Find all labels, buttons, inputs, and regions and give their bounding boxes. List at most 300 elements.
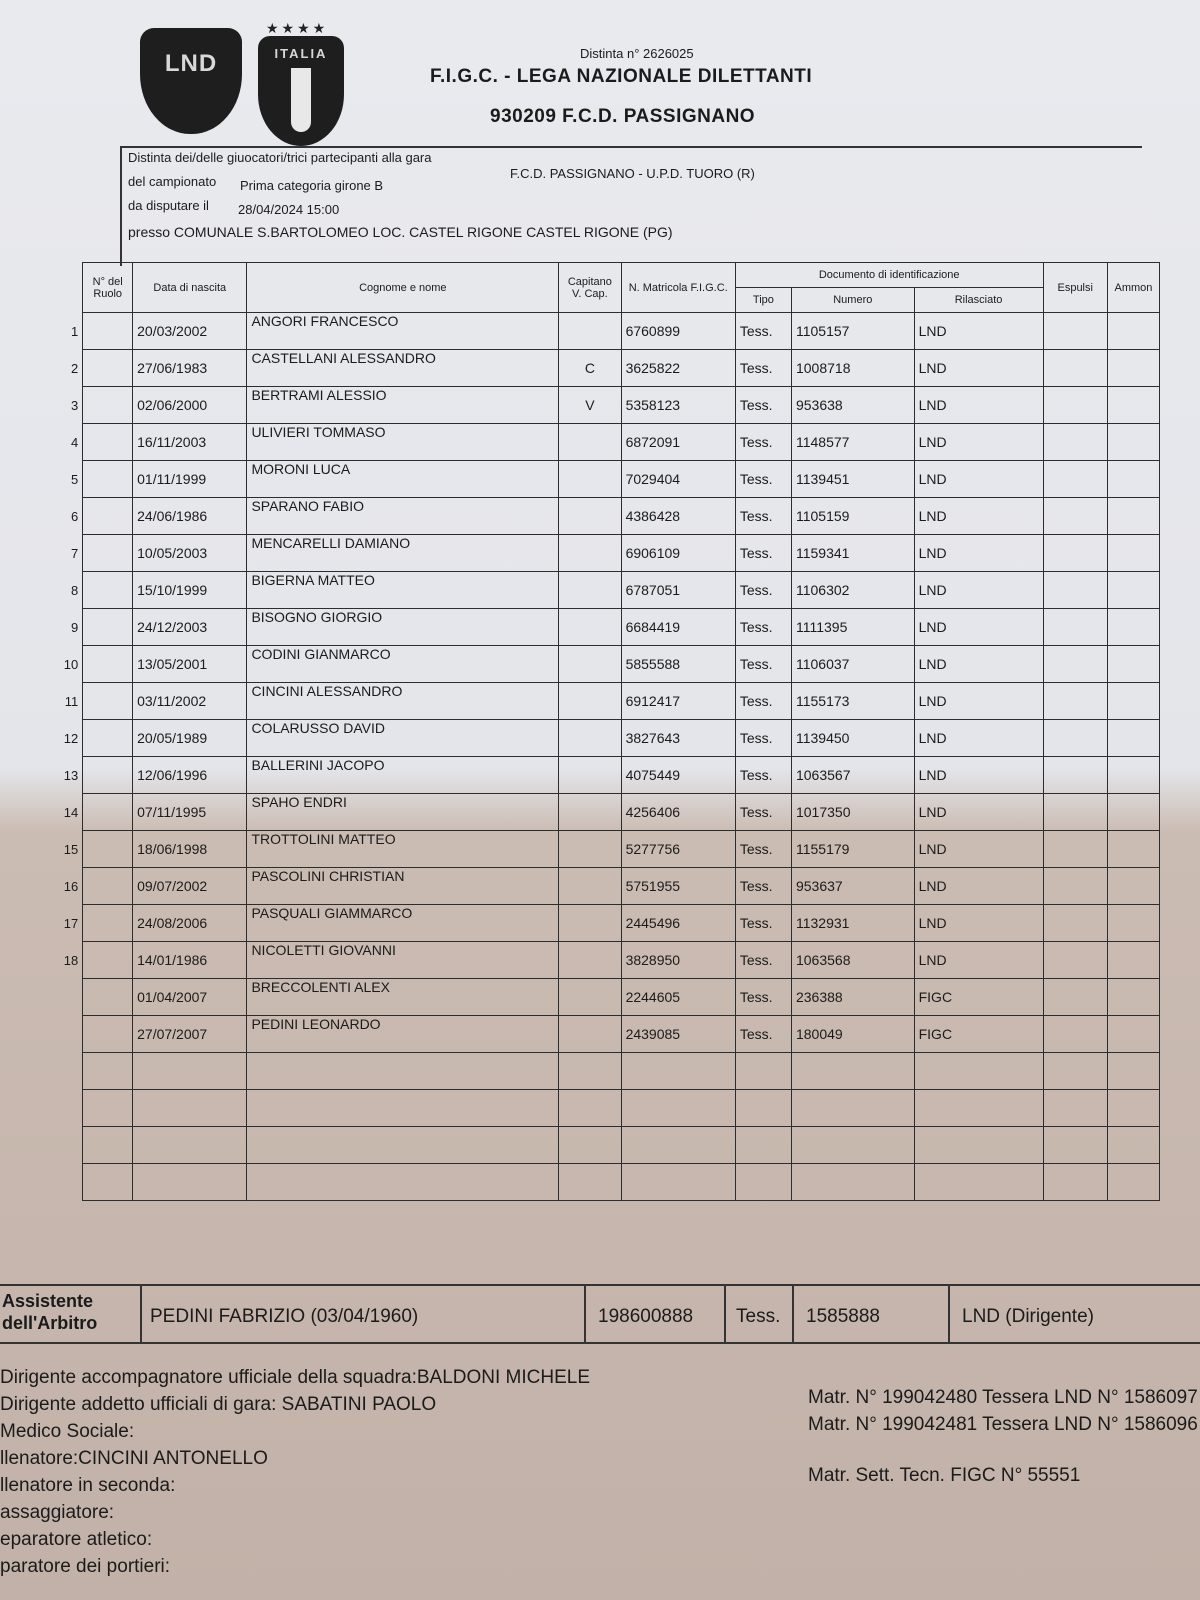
cell-matricola: 6760899	[621, 313, 735, 350]
cell-numero: 1106037	[791, 646, 914, 683]
cell-matricola: 5855588	[621, 646, 735, 683]
cell-matricola: 6684419	[621, 609, 735, 646]
cell-nascita: 02/06/2000	[133, 387, 247, 424]
header-capitano: Capitano V. Cap.	[559, 263, 621, 313]
cell-ruolo	[83, 387, 133, 424]
cell-num: 5	[71, 471, 79, 487]
table-row	[10, 498, 1160, 535]
cell-matricola: 5751955	[621, 868, 735, 905]
staff-matricole	[808, 1384, 1198, 1489]
cell-num: 8	[71, 582, 79, 598]
cell-nascita: 13/05/2001	[133, 646, 247, 683]
cell-numero: 180049	[791, 1016, 914, 1053]
cell-ammon	[1107, 1016, 1159, 1053]
cell-numero: 953638	[791, 387, 914, 424]
staff-preparatore-atletico: eparatore atletico:	[0, 1529, 153, 1550]
cell-rilasciato: LND	[914, 646, 1043, 683]
cell-espulsi	[1043, 350, 1107, 387]
cell-matricola: 3828950	[621, 942, 735, 979]
cell-tipo: Tess.	[735, 757, 791, 794]
staff-dirigente-accompagnatore: Dirigente accompagnatore ufficiale della squadra:BALDONI MICHELE	[0, 1367, 591, 1388]
cell-nome	[247, 1127, 559, 1164]
cell-nascita: 03/11/2002	[133, 683, 247, 720]
table-row	[10, 461, 1160, 498]
cell-ruolo	[83, 942, 133, 979]
cell-num: 16	[63, 878, 79, 894]
cell-matricola	[621, 1127, 735, 1164]
table-row	[10, 757, 1160, 794]
cell-matricola: 4075449	[621, 757, 735, 794]
logos	[140, 22, 360, 142]
info-line3-value: 28/04/2024 15:00	[238, 202, 340, 217]
cell-tipo: Tess.	[735, 313, 791, 350]
matricola-1: Matr. N° 199042480 Tessera LND N° 1586097	[808, 1387, 1198, 1408]
table-row	[10, 683, 1160, 720]
cell-matricola: 6872091	[621, 424, 735, 461]
table-row	[10, 350, 1160, 387]
cell-ammon	[1107, 1164, 1159, 1201]
cell-espulsi	[1043, 572, 1107, 609]
cell-nome: BRECCOLENTI ALEX	[247, 979, 559, 1016]
cell-cap	[559, 979, 621, 1016]
cell-nome: BERTRAMI ALESSIO	[247, 387, 559, 424]
cell-tipo	[735, 1127, 791, 1164]
cell-cap	[559, 609, 621, 646]
cell-espulsi	[1043, 683, 1107, 720]
table-row	[10, 1016, 1160, 1053]
table-body	[10, 313, 1160, 1201]
cell-cap: V	[559, 387, 621, 424]
cell-cap	[559, 757, 621, 794]
cell-rilasciato: LND	[914, 535, 1043, 572]
cell-matricola: 6912417	[621, 683, 735, 720]
staff-preparatore-portieri: paratore dei portieri:	[0, 1556, 171, 1577]
cell-nome: CINCINI ALESSANDRO	[247, 683, 559, 720]
cell-nascita: 16/11/2003	[133, 424, 247, 461]
info-line1-label: Distinta dei/delle giuocatori/trici partecipanti alla gara	[128, 150, 432, 165]
cell-ruolo	[83, 1164, 133, 1201]
cell-rilasciato: LND	[914, 609, 1043, 646]
cell-nome: MORONI LUCA	[247, 461, 559, 498]
cell-numero: 236388	[791, 979, 914, 1016]
cell-nascita	[133, 1164, 247, 1201]
table-row	[10, 979, 1160, 1016]
cell-rilasciato: LND	[914, 387, 1043, 424]
staff-allenatore: llenatore:CINCINI ANTONELLO	[0, 1448, 268, 1469]
header-matricola: N. Matricola F.I.G.C.	[621, 263, 735, 313]
cell-rilasciato: LND	[914, 572, 1043, 609]
cell-ammon	[1107, 979, 1159, 1016]
cell-numero: 1132931	[791, 905, 914, 942]
cell-cap	[559, 1053, 621, 1090]
table-row	[10, 831, 1160, 868]
table-row	[10, 942, 1160, 979]
header-numero: Numero	[791, 288, 914, 313]
cell-numero: 1063567	[791, 757, 914, 794]
cell-matricola	[621, 1090, 735, 1127]
cell-tipo: Tess.	[735, 609, 791, 646]
header-tipo: Tipo	[735, 288, 791, 313]
cell-ammon	[1107, 831, 1159, 868]
cell-num: 13	[63, 767, 79, 783]
assistente-label-2: dell'Arbitro	[2, 1313, 98, 1333]
header-ruolo: N° del Ruolo	[83, 263, 133, 313]
cell-ammon	[1107, 350, 1159, 387]
cell-rilasciato: LND	[914, 683, 1043, 720]
cell-ammon	[1107, 868, 1159, 905]
header-documento: Documento di identificazione	[735, 263, 1043, 288]
cell-nome: COLARUSSO DAVID	[247, 720, 559, 757]
cell-espulsi	[1043, 1090, 1107, 1127]
cell-cap	[559, 905, 621, 942]
cell-nome: MENCARELLI DAMIANO	[247, 535, 559, 572]
italia-logo-text: ITALIA	[274, 46, 328, 61]
cell-ruolo	[83, 720, 133, 757]
cell-num	[10, 1053, 83, 1090]
cell-numero: 1111395	[791, 609, 914, 646]
italia-logo	[258, 36, 344, 146]
cell-ruolo	[83, 461, 133, 498]
cell-cap	[559, 683, 621, 720]
cell-espulsi	[1043, 794, 1107, 831]
cell-ruolo	[83, 1090, 133, 1127]
empty-header	[10, 263, 83, 288]
table-row	[10, 646, 1160, 683]
cell-num	[10, 1127, 83, 1164]
cell-rilasciato: LND	[914, 498, 1043, 535]
cell-nascita: 18/06/1998	[133, 831, 247, 868]
table-row	[10, 868, 1160, 905]
cell-nome: SPAHO ENDRI	[247, 794, 559, 831]
cell-tipo: Tess.	[735, 498, 791, 535]
cell-nome: BISOGNO GIORGIO	[247, 609, 559, 646]
empty-subheader	[10, 288, 83, 313]
table-row	[10, 572, 1160, 609]
empty-row	[10, 1090, 1160, 1127]
cell-matricola	[621, 1164, 735, 1201]
cell-matricola: 3625822	[621, 350, 735, 387]
cell-ammon	[1107, 572, 1159, 609]
staff-massaggiatore: assaggiatore:	[0, 1502, 115, 1523]
cell-espulsi	[1043, 387, 1107, 424]
match-info	[120, 146, 1142, 266]
cell-cap	[559, 498, 621, 535]
cell-espulsi	[1043, 609, 1107, 646]
cell-cap	[559, 942, 621, 979]
cell-rilasciato: LND	[914, 720, 1043, 757]
cell-nascita: 27/07/2007	[133, 1016, 247, 1053]
cell-tipo: Tess.	[735, 868, 791, 905]
cell-ruolo	[83, 794, 133, 831]
cell-matricola: 5358123	[621, 387, 735, 424]
cell-espulsi	[1043, 1053, 1107, 1090]
cell-nascita: 14/01/1986	[133, 942, 247, 979]
cell-espulsi	[1043, 868, 1107, 905]
distinta-number: Distinta n° 2626025	[580, 46, 694, 61]
table-row	[10, 794, 1160, 831]
cell-ruolo	[83, 831, 133, 868]
staff-allenatore-seconda: llenatore in seconda:	[0, 1475, 176, 1496]
header-espulsi: Espulsi	[1043, 263, 1107, 313]
cell-ruolo	[83, 1016, 133, 1053]
cell-nome: PASQUALI GIAMMARCO	[247, 905, 559, 942]
cell-numero: 1155179	[791, 831, 914, 868]
cell-nome: BIGERNA MATTEO	[247, 572, 559, 609]
cell-tipo	[735, 1164, 791, 1201]
cell-nome	[247, 1090, 559, 1127]
cell-espulsi	[1043, 498, 1107, 535]
cell-nome: TROTTOLINI MATTEO	[247, 831, 559, 868]
cell-ruolo	[83, 535, 133, 572]
cell-espulsi	[1043, 646, 1107, 683]
cell-nome: PASCOLINI CHRISTIAN	[247, 868, 559, 905]
cell-ammon	[1107, 646, 1159, 683]
assistente-label-1: Assistente	[2, 1291, 94, 1311]
cell-num	[10, 1164, 83, 1201]
cell-rilasciato: LND	[914, 942, 1043, 979]
cell-nascita: 01/11/1999	[133, 461, 247, 498]
cell-matricola: 2445496	[621, 905, 735, 942]
cell-ammon	[1107, 1127, 1159, 1164]
cell-nascita: 15/10/1999	[133, 572, 247, 609]
assistente-nome: PEDINI FABRIZIO (03/04/1960)	[150, 1306, 419, 1327]
lnd-logo	[140, 28, 242, 134]
cell-nascita: 24/12/2003	[133, 609, 247, 646]
cell-ruolo	[83, 979, 133, 1016]
cell-ammon	[1107, 313, 1159, 350]
cell-ammon	[1107, 905, 1159, 942]
header-nome: Cognome e nome	[247, 263, 559, 313]
cell-nome: ULIVIERI TOMMASO	[247, 424, 559, 461]
cell-espulsi	[1043, 979, 1107, 1016]
cell-tipo	[735, 1090, 791, 1127]
cell-espulsi	[1043, 1127, 1107, 1164]
cell-numero: 1063568	[791, 942, 914, 979]
cell-cap	[559, 646, 621, 683]
cell-matricola: 4256406	[621, 794, 735, 831]
cell-matricola: 2244605	[621, 979, 735, 1016]
assistente-label	[2, 1290, 97, 1334]
cell-cap	[559, 1127, 621, 1164]
cell-num: 18	[63, 952, 79, 968]
cell-cap	[559, 1164, 621, 1201]
cell-tipo: Tess.	[735, 350, 791, 387]
cell-cap	[559, 535, 621, 572]
cell-ruolo	[83, 350, 133, 387]
assistente-tipo: Tess.	[736, 1306, 781, 1327]
table-row	[10, 424, 1160, 461]
table-row	[10, 720, 1160, 757]
cell-numero	[791, 1164, 914, 1201]
cell-tipo	[735, 1053, 791, 1090]
info-line2-value: Prima categoria girone B	[240, 178, 384, 193]
empty-row	[10, 1127, 1160, 1164]
cell-matricola: 6787051	[621, 572, 735, 609]
cell-ruolo	[83, 1127, 133, 1164]
cell-espulsi	[1043, 1016, 1107, 1053]
cell-nome: CASTELLANI ALESSANDRO	[247, 350, 559, 387]
cell-rilasciato: FIGC	[914, 1016, 1043, 1053]
cell-ruolo	[83, 498, 133, 535]
cell-espulsi	[1043, 831, 1107, 868]
cell-ammon	[1107, 683, 1159, 720]
staff-list	[0, 1364, 590, 1580]
cell-num	[10, 1016, 83, 1053]
table-row	[10, 387, 1160, 424]
cell-rilasciato: LND	[914, 313, 1043, 350]
empty-row	[10, 1053, 1160, 1090]
cell-nascita: 27/06/1983	[133, 350, 247, 387]
cell-numero: 1105157	[791, 313, 914, 350]
table-header	[10, 263, 1160, 288]
cell-matricola: 5277756	[621, 831, 735, 868]
cell-cap	[559, 831, 621, 868]
cell-matricola: 3827643	[621, 720, 735, 757]
cell-espulsi	[1043, 757, 1107, 794]
cell-cap	[559, 1016, 621, 1053]
matricola-2: Matr. N° 199042481 Tessera LND N° 1586096	[808, 1414, 1198, 1435]
cell-cap	[559, 461, 621, 498]
cell-rilasciato: LND	[914, 905, 1043, 942]
cell-tipo: Tess.	[735, 794, 791, 831]
matricola-allenatore: Matr. Sett. Tecn. FIGC N° 55551	[808, 1465, 1081, 1486]
info-line4: presso COMUNALE S.BARTOLOMEO LOC. CASTEL RIGONE CASTEL RIGONE (PG)	[128, 224, 673, 240]
stars-icon: ★★★★	[266, 20, 329, 36]
cell-espulsi	[1043, 461, 1107, 498]
cell-num: 15	[63, 841, 79, 857]
cell-matricola: 7029404	[621, 461, 735, 498]
cell-espulsi	[1043, 942, 1107, 979]
cell-espulsi	[1043, 535, 1107, 572]
cell-num: 4	[71, 434, 79, 450]
cell-num: 9	[71, 619, 79, 635]
cell-nome: SPARANO FABIO	[247, 498, 559, 535]
cell-tipo: Tess.	[735, 572, 791, 609]
cell-num: 7	[71, 545, 79, 561]
cell-tipo: Tess.	[735, 979, 791, 1016]
cell-numero	[791, 1053, 914, 1090]
cell-ruolo	[83, 757, 133, 794]
assistente-rilasciato: LND (Dirigente)	[962, 1306, 1094, 1327]
cell-ruolo	[83, 683, 133, 720]
cell-rilasciato: LND	[914, 868, 1043, 905]
cell-nascita	[133, 1090, 247, 1127]
cell-ruolo	[83, 1053, 133, 1090]
cell-ammon	[1107, 609, 1159, 646]
cell-numero: 1105159	[791, 498, 914, 535]
cell-rilasciato	[914, 1053, 1043, 1090]
cell-espulsi	[1043, 720, 1107, 757]
cell-espulsi	[1043, 313, 1107, 350]
cell-tipo: Tess.	[735, 461, 791, 498]
info-line3-label: da disputare il	[128, 198, 209, 213]
cell-ruolo	[83, 868, 133, 905]
cell-ammon	[1107, 535, 1159, 572]
cell-num: 1	[71, 323, 79, 339]
cell-numero	[791, 1127, 914, 1164]
cell-nome: NICOLETTI GIOVANNI	[247, 942, 559, 979]
cell-numero: 1106302	[791, 572, 914, 609]
page-title: F.I.G.C. - LEGA NAZIONALE DILETTANTI	[430, 66, 813, 87]
cell-rilasciato: FIGC	[914, 979, 1043, 1016]
cell-rilasciato: LND	[914, 757, 1043, 794]
cell-cap	[559, 313, 621, 350]
cell-numero: 953637	[791, 868, 914, 905]
cell-rilasciato	[914, 1090, 1043, 1127]
assistente-arbitro	[0, 1284, 1200, 1344]
cell-cap	[559, 720, 621, 757]
club-name: 930209 F.C.D. PASSIGNANO	[490, 106, 756, 127]
cell-nascita	[133, 1127, 247, 1164]
cell-rilasciato: LND	[914, 461, 1043, 498]
cell-numero: 1008718	[791, 350, 914, 387]
cell-numero	[791, 1090, 914, 1127]
cell-nome: CODINI GIANMARCO	[247, 646, 559, 683]
cell-numero: 1159341	[791, 535, 914, 572]
cell-espulsi	[1043, 905, 1107, 942]
cell-espulsi	[1043, 1164, 1107, 1201]
cell-nascita: 10/05/2003	[133, 535, 247, 572]
table-row	[10, 905, 1160, 942]
table-row	[10, 313, 1160, 350]
cell-tipo: Tess.	[735, 683, 791, 720]
info-line1-value: F.C.D. PASSIGNANO - U.P.D. TUORO (R)	[510, 166, 755, 181]
cell-rilasciato	[914, 1164, 1043, 1201]
cell-rilasciato	[914, 1127, 1043, 1164]
cell-nome	[247, 1164, 559, 1201]
cell-tipo: Tess.	[735, 905, 791, 942]
cell-matricola	[621, 1053, 735, 1090]
cell-numero: 1017350	[791, 794, 914, 831]
cell-tipo: Tess.	[735, 942, 791, 979]
cell-nascita: 01/04/2007	[133, 979, 247, 1016]
cell-nascita	[133, 1053, 247, 1090]
cell-nascita: 09/07/2002	[133, 868, 247, 905]
cell-ruolo	[83, 905, 133, 942]
info-line2-label: del campionato	[128, 174, 217, 189]
cell-cap	[559, 572, 621, 609]
cell-tipo: Tess.	[735, 646, 791, 683]
header-nascita: Data di nascita	[133, 263, 247, 313]
cell-nome: PEDINI LEONARDO	[247, 1016, 559, 1053]
cell-num: 10	[63, 656, 79, 672]
cell-numero: 1148577	[791, 424, 914, 461]
cell-nascita: 24/08/2006	[133, 905, 247, 942]
cell-nascita: 24/06/1986	[133, 498, 247, 535]
cell-tipo: Tess.	[735, 1016, 791, 1053]
cell-rilasciato: LND	[914, 831, 1043, 868]
cell-rilasciato: LND	[914, 794, 1043, 831]
cell-ruolo	[83, 646, 133, 683]
cell-tipo: Tess.	[735, 387, 791, 424]
cell-numero: 1139450	[791, 720, 914, 757]
header-ammon: Ammon	[1107, 263, 1159, 313]
cell-ammon	[1107, 1090, 1159, 1127]
assistente-numero: 1585888	[806, 1306, 880, 1327]
cell-nome: BALLERINI JACOPO	[247, 757, 559, 794]
cell-ruolo	[83, 313, 133, 350]
players-table	[10, 262, 1160, 1201]
cell-rilasciato: LND	[914, 424, 1043, 461]
cell-rilasciato: LND	[914, 350, 1043, 387]
cell-ruolo	[83, 424, 133, 461]
cell-tipo: Tess.	[735, 535, 791, 572]
cell-cap	[559, 868, 621, 905]
cell-num	[10, 979, 83, 1016]
cell-ammon	[1107, 1053, 1159, 1090]
cell-tipo: Tess.	[735, 831, 791, 868]
cell-ammon	[1107, 794, 1159, 831]
